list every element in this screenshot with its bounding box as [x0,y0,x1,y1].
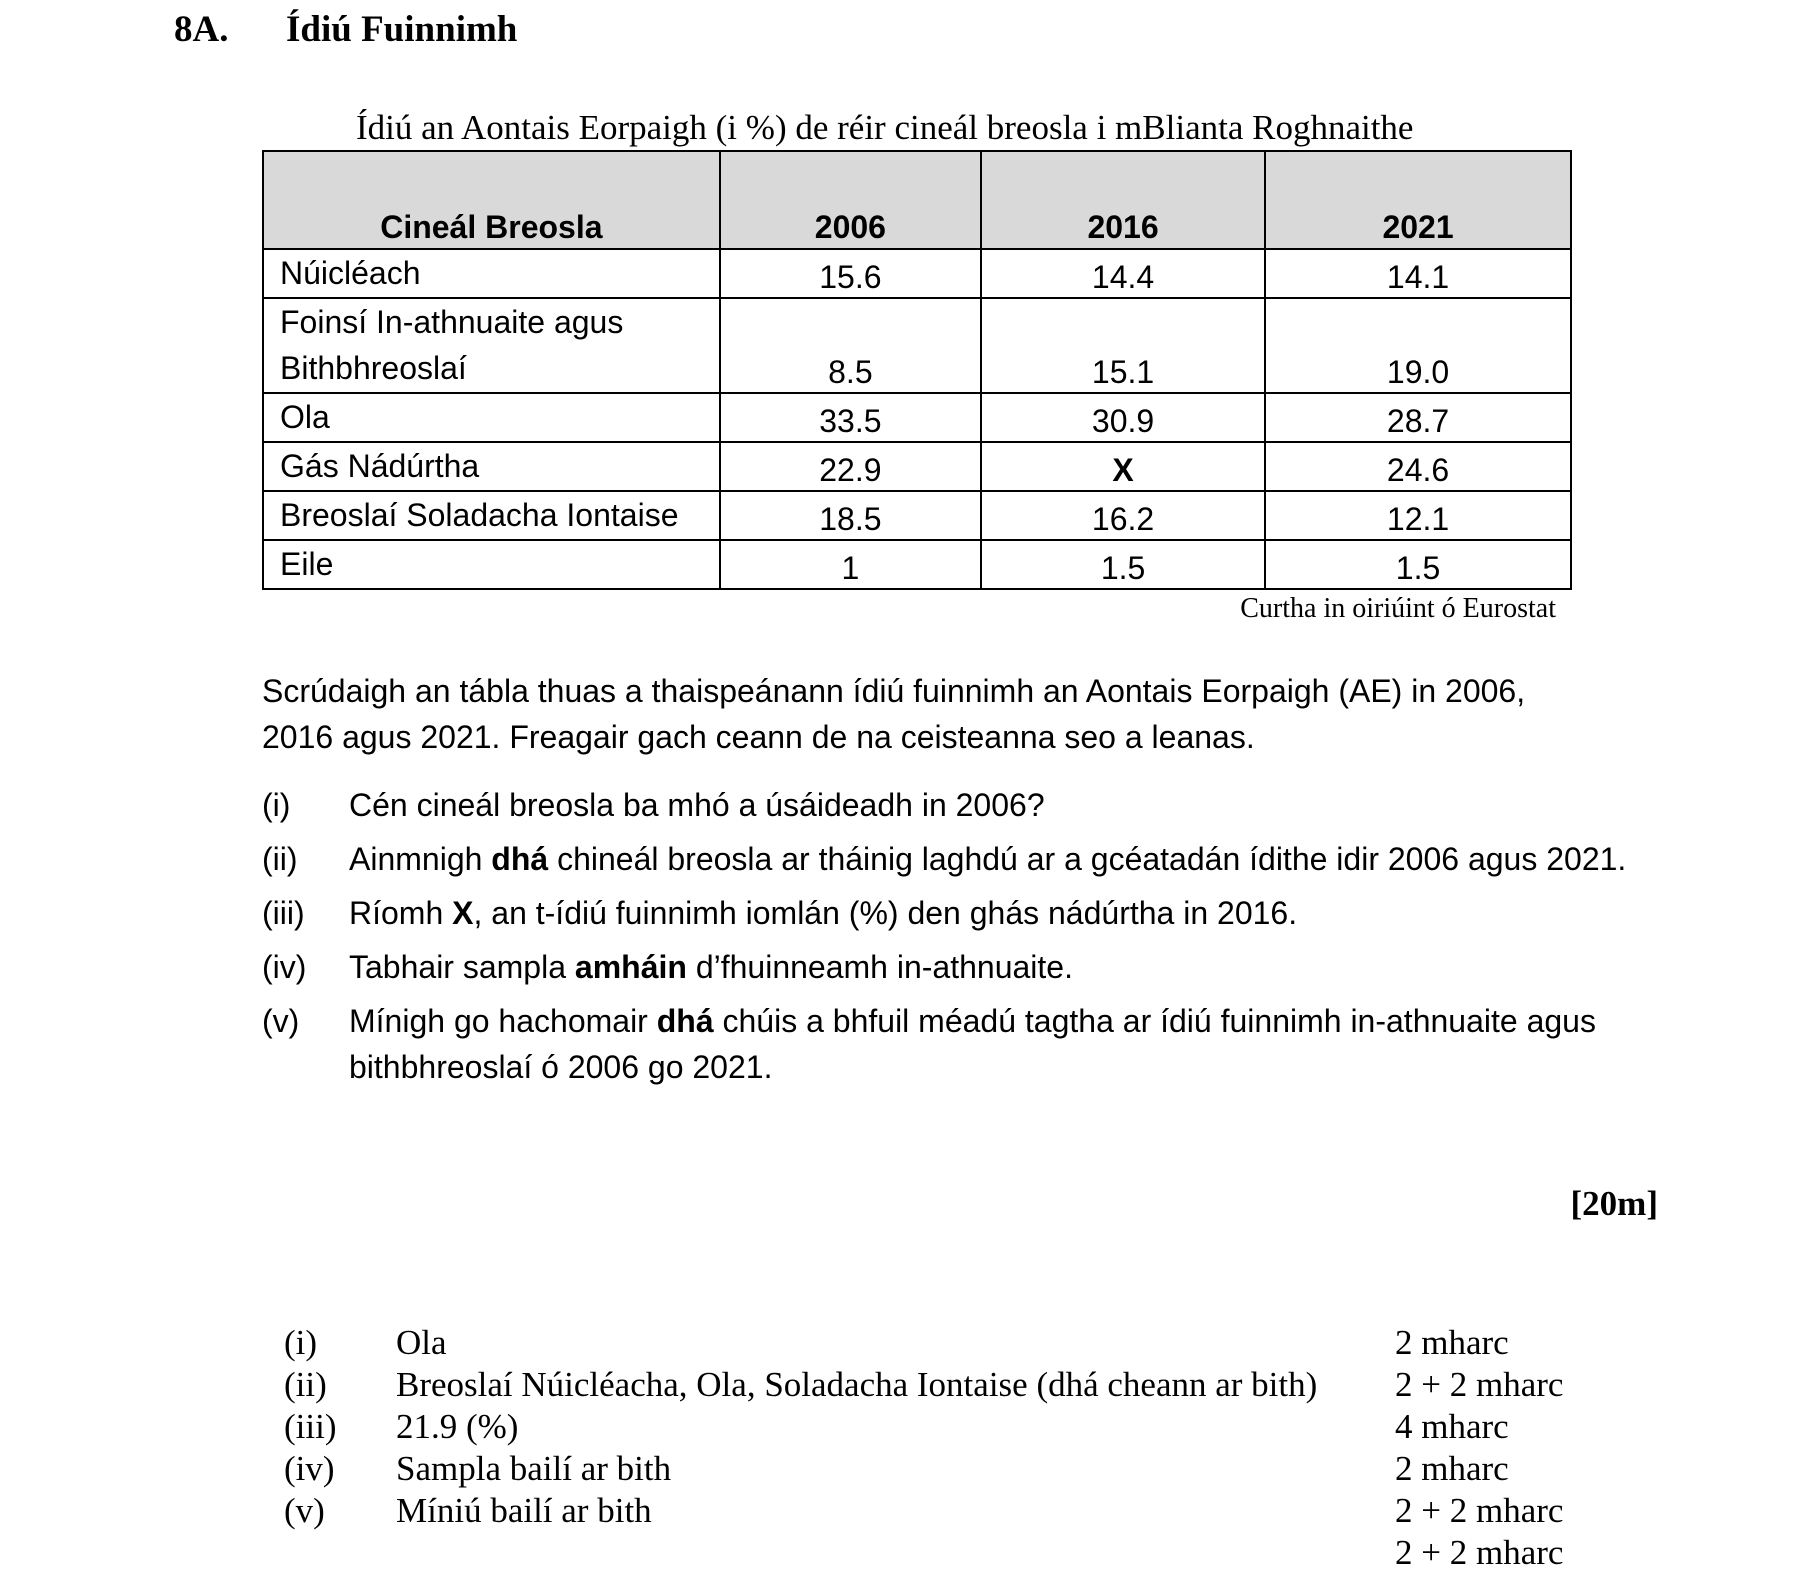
value-2006: 33.5 [720,393,981,442]
answer-marks: 2 + 2 mharc [1395,1365,1564,1404]
table-source: Curtha in oiriúint ó Eurostat [1240,593,1556,624]
value-2006: 18.5 [720,491,981,540]
header-2016: 2016 [981,151,1265,249]
fuel-name: Ola [263,393,720,442]
value-2021: 14.1 [1265,249,1571,298]
fuel-name: Eile [263,540,720,589]
table-row [263,491,1571,540]
question-text [349,890,1642,936]
question-item [262,782,1642,828]
answer-text: 21.9 (%) [396,1407,519,1446]
value-2021: 19.0 [1265,298,1571,393]
header-fuel-type: Cineál Breosla [263,151,720,249]
question-text [349,944,1642,990]
value-2006: 1 [720,540,981,589]
answer-marks: 2 mharc [1395,1323,1509,1362]
energy-consumption-table [262,150,1572,590]
question-text-part: Mínigh go hachomair [349,1003,657,1039]
header-2006: 2006 [720,151,981,249]
value-2016: 16.2 [981,491,1265,540]
question-item [262,836,1642,882]
question-text-part: chineál breosla ar tháinig laghdú ar a gcéatadán ídithe idir 2006 agus 2021. [548,841,1627,877]
fuel-name-line: Foinsí In-athnuaite agus [280,304,624,340]
question-item [262,890,1642,936]
answer-label: (iv) [284,1449,335,1488]
answer-label: (v) [284,1491,325,1530]
value-2006: 15.6 [720,249,981,298]
question-label: (iv) [262,949,307,985]
answer-label: (ii) [284,1365,327,1404]
question-item [262,944,1642,990]
intro-paragraph [262,668,1612,760]
question-text-part: Ríomh [349,895,453,931]
question-label: (i) [262,787,291,823]
table-row [263,298,1571,393]
question-text: Cén cineál breosla ba mhó a úsáideadh in 2006? [349,787,1045,823]
question-list [262,782,1642,1098]
question-emphasis: amháin [574,949,687,985]
value-2021: 12.1 [1265,491,1571,540]
question-text-part: Ainmnigh [349,841,492,877]
question-text [349,836,1642,882]
question-emphasis: X [452,895,474,931]
total-marks: [20m] [1570,1184,1658,1223]
question-label: (v) [262,1003,300,1039]
value-2021: 28.7 [1265,393,1571,442]
answer-marks: 2 + 2 mharc [1395,1533,1564,1572]
value-2021: 24.6 [1265,442,1571,491]
question-text-part: Tabhair sampla [349,949,575,985]
table-row [263,442,1571,491]
answer-marks: 4 mharc [1395,1407,1509,1446]
fuel-name [263,298,720,393]
question-label: (ii) [262,841,298,877]
value-2016: 30.9 [981,393,1265,442]
value-2016: 14.4 [981,249,1265,298]
answer-text: Sampla bailí ar bith [396,1449,672,1488]
fuel-name: Núicléach [263,249,720,298]
question-title: Ídiú Fuinnimh [286,9,518,50]
fuel-name: Gás Nádúrtha [263,442,720,491]
question-text-part: d’fhuinneamh in-athnuaite. [686,949,1073,985]
answer-label: (i) [284,1323,318,1362]
question-item [262,998,1642,1090]
value-2016: 1.5 [981,540,1265,589]
value-2006: 8.5 [720,298,981,393]
question-text-part: chúis a bhfuil méadú tagtha ar ídiú fuinnimh in-athnuaite agus bithbhreoslaí ó 2006 go 2021. [349,1003,1596,1085]
value-2021: 1.5 [1265,540,1571,589]
table-caption: Ídiú an Aontais Eorpaigh (i %) de réir cineál breosla i mBlianta Roghnaithe [356,108,1414,147]
unknown-value-x: X [981,442,1265,491]
table-row [263,393,1571,442]
answer-text: Ola [396,1323,447,1362]
intro-line: Scrúdaigh an tábla thuas a thaispeánann ídiú fuinnimh an Aontais Eorpaigh (AE) in 2006, [262,673,1526,709]
value-2016: 15.1 [981,298,1265,393]
question-emphasis: dhá [656,1003,714,1039]
answer-label: (iii) [284,1407,337,1446]
answer-text: Breoslaí Núicléacha, Ola, Soladacha Iontaise (dhá cheann ar bith) [396,1365,1318,1404]
table-row [263,249,1571,298]
intro-line: 2016 agus 2021. Freagair gach ceann de na ceisteanna seo a leanas. [262,719,1255,755]
question-number: 8A. [174,9,229,50]
answer-text: Míniú bailí ar bith [396,1491,652,1530]
question-emphasis: dhá [491,841,549,877]
value-2006: 22.9 [720,442,981,491]
question-text-part: , an t-ídiú fuinnimh iomlán (%) den ghás nádúrtha in 2016. [473,895,1298,931]
answer-marks: 2 mharc [1395,1449,1509,1488]
table-header-row [263,151,1571,249]
answer-marks: 2 + 2 mharc [1395,1491,1564,1530]
header-2021: 2021 [1265,151,1571,249]
fuel-name: Breoslaí Soladacha Iontaise [263,491,720,540]
fuel-name-line: Bithbhreoslaí [280,350,467,386]
table-row [263,540,1571,589]
question-label: (iii) [262,895,305,931]
question-text [349,998,1642,1090]
